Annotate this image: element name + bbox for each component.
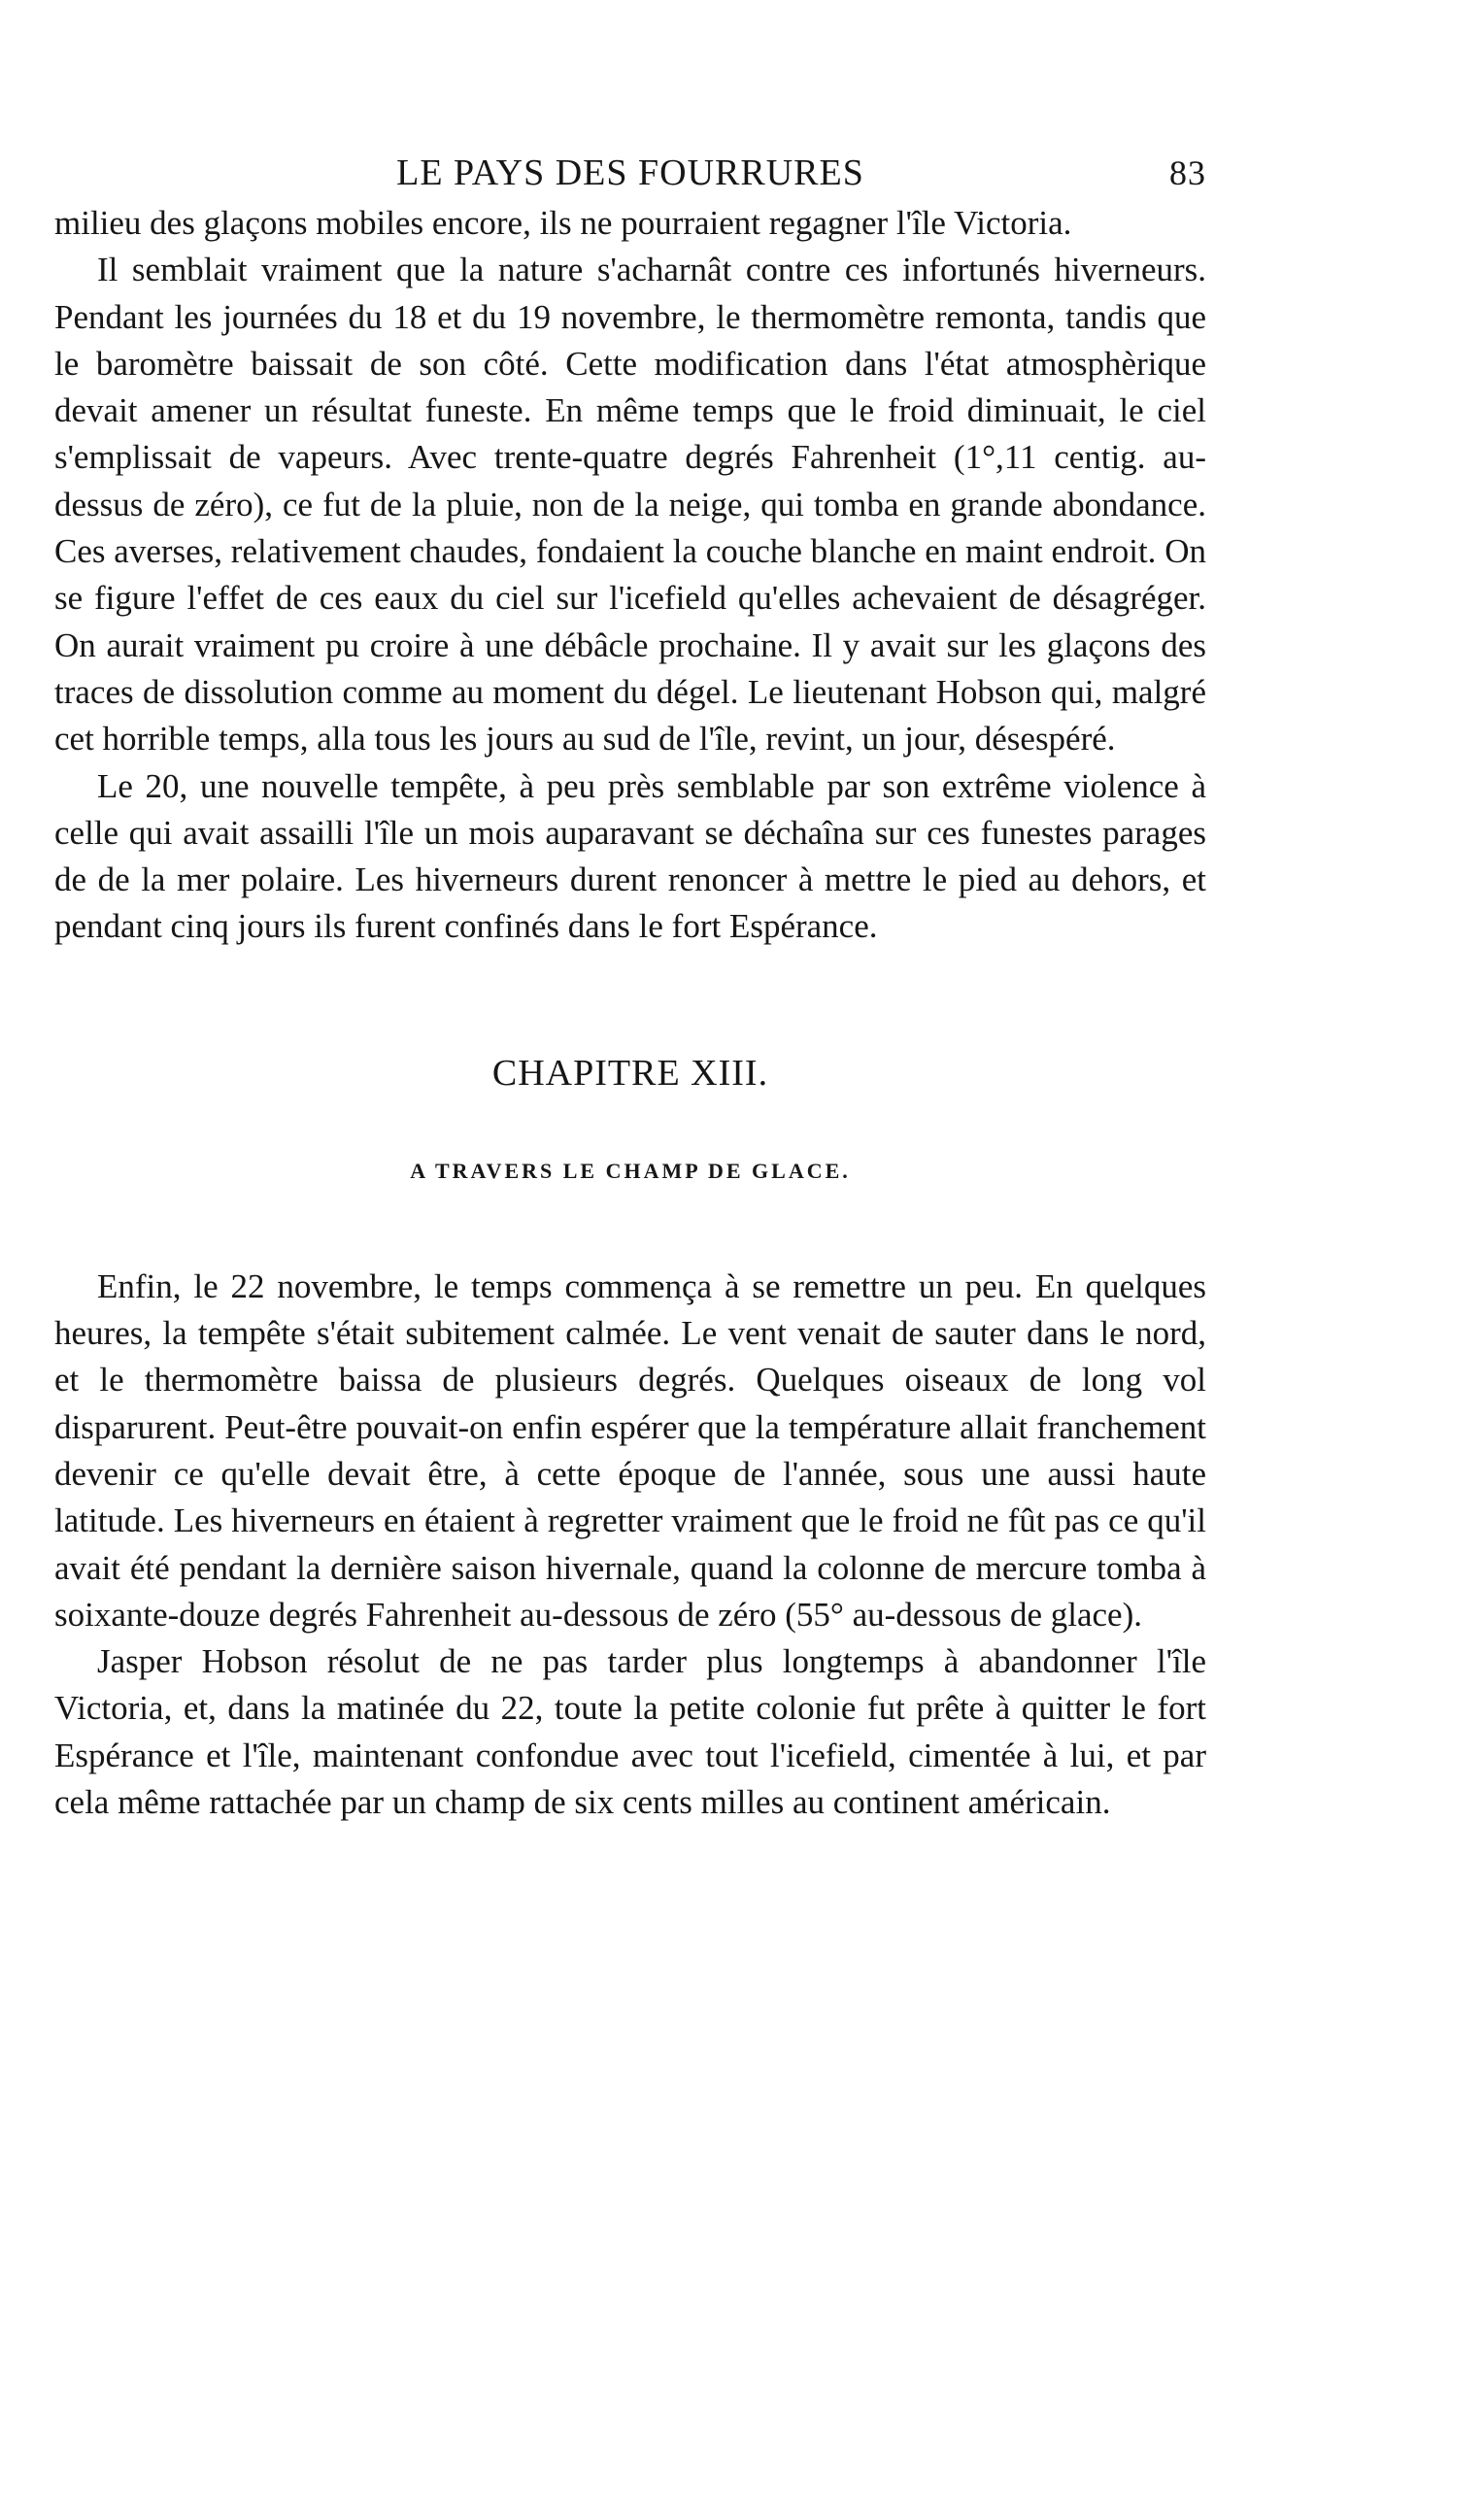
chapter-title: CHAPITRE XIII. [491,1052,769,1094]
paragraph: Il semblait vraiment que la nature s'acharnât contre ces infortunés hiverneurs. Pendant les journées du 18 et du 19 novembre, le thermomètre remonta, tandis que le baromètre baissait de son côté. Cette modification dans l'état atmosphèrique devait amener un résultat funeste. En même temps que le froid diminuait, le ciel s'emplissait de vapeurs. Avec trente-quatre degrés Fahrenheit (1°,11 centig. au-dessus de zéro), ce fut de la pluie, non de la neige, qui tomba en grande abondance. Ces averses, relativement chaudes, fondaient la couche blanche en maint endroit. On se figure l'effet de ces eaux du ciel sur l'icefield qu'elles achevaient de désagréger. On aurait vraiment pu croire à une débâcle prochaine. Il y avait sur les glaçons des traces de dissolution comme au moment du dégel. Le lieutenant Hobson qui, malgré cet horrible temps, alla tous les jours au sud de l'île, revint, un jour, désespéré. [54,251,1206,759]
page-number: 83 [1169,153,1206,192]
chapter-paragraph: Enfin, le 22 novembre, le temps commença à se remettre un peu. En quelques heures, la tempête s'était subitement calmée. Le vent venait de sauter dans le nord, et le thermomètre baissa de plusieurs degrés. Quelques oiseaux de long vol disparurent. Peut-être pouvait-on enfin espérer que la température allait franchement devenir ce qu'elle devait être, à cette époque de l'année, sous une aussi haute latitude. Les hiverneurs en étaient à regretter vraiment que le froid ne fût pas ce qu'il avait été pendant la dernière saison hivernale, quand la colonne de mercure tomba à soixante-douze degrés Fahrenheit au-dessous de zéro (55° au-dessous de glace). [54,1266,1206,1634]
book-page [54,146,1206,1826]
body-text-section [54,200,1206,951]
running-title: LE PAYS DES FOURRURES [396,152,864,193]
chapter-subtitle: A TRAVERS LE CHAMP DE GLACE. [410,1158,851,1183]
chapter-body [54,1264,1206,1827]
chapter-paragraph: Jasper Hobson résolut de ne pas tarder plus longtemps à abandonner l'île Victoria, et, dans la matinée du 22, toute la petite colonie fut prête à quitter le fort Espérance et l'île, maintenant confondue avec tout l'icefield, cimentée à lui, et par cela même rattachée par un champ de six cents milles au continent américain. [54,1642,1206,1822]
paragraph-continuation: milieu des glaçons mobiles encore, ils ne pourraient regagner l'île Victoria. [54,204,1072,242]
running-header [54,146,1206,200]
paragraph: Le 20, une nouvelle tempête, à peu près semblable par son extrême violence à celle qui avait assailli l'île un mois auparavant se déchaîna sur ces funestes parages de de la mer polaire. Les hiverneurs durent renoncer à mettre le pied au dehors, et pendant cinq jours ils furent confinés dans le fort Espérance. [54,766,1206,946]
